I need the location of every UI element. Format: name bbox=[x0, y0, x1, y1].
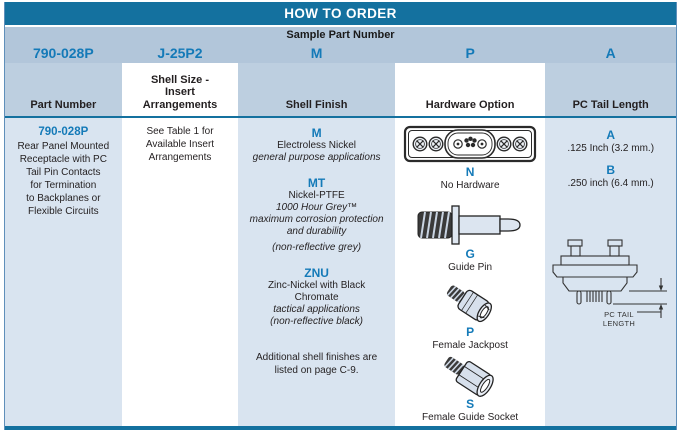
hardware-code: S bbox=[466, 397, 475, 411]
part-description-line: to Backplanes or bbox=[26, 193, 101, 204]
finish-code: M bbox=[311, 126, 322, 140]
sample-value-part-number: 790-028P bbox=[32, 45, 94, 61]
shell-size-note-line: Available Insert bbox=[145, 139, 215, 150]
part-description-line: Flexible Circuits bbox=[28, 206, 99, 217]
hardware-code: G bbox=[465, 247, 475, 261]
finish-name: Chromate bbox=[294, 292, 339, 303]
cell-shell-finish bbox=[238, 118, 395, 426]
shell-size-note-line: See Table 1 for bbox=[146, 126, 214, 137]
header-part-number bbox=[5, 63, 122, 116]
finish-detail: maximum corrosion protection bbox=[249, 214, 384, 225]
part-description-line: for Termination bbox=[30, 180, 97, 191]
part-description-line: Rear Panel Mounted bbox=[17, 141, 110, 152]
header-hardware-option bbox=[395, 63, 546, 116]
hardware-option-s bbox=[395, 354, 546, 424]
how-to-order-table bbox=[4, 2, 677, 430]
header-shell-finish bbox=[238, 63, 395, 116]
header-label: PC Tail Length bbox=[572, 98, 649, 111]
hardware-code: P bbox=[466, 325, 475, 339]
finish-detail: (non-reflective black) bbox=[270, 316, 363, 327]
cell-shell-size bbox=[122, 118, 239, 426]
shell-finish-note-line: listed on page C-9. bbox=[274, 364, 359, 376]
shell-finish-option-mt bbox=[238, 176, 395, 254]
finish-detail: and durability bbox=[286, 226, 347, 237]
header-label: Shell Finish bbox=[285, 98, 348, 111]
sample-part-number-bar bbox=[5, 27, 676, 43]
pc-tail-code: B bbox=[606, 163, 616, 177]
pc-tail-code: A bbox=[606, 128, 616, 142]
hardware-name: No Hardware bbox=[440, 180, 500, 191]
finish-detail: 1000 Hour Grey™ bbox=[276, 202, 358, 213]
header-label-line: Arrangements bbox=[142, 98, 218, 111]
table-title-bar bbox=[5, 2, 676, 25]
finish-name: Electroless Nickel bbox=[277, 140, 357, 151]
hardware-option-n bbox=[395, 122, 546, 192]
finish-name: Nickel-PTFE bbox=[288, 190, 345, 201]
sample-value-shell-size: J-25P2 bbox=[157, 45, 203, 61]
sample-value-shell-finish: M bbox=[310, 45, 323, 61]
female-guide-socket-icon bbox=[441, 354, 499, 398]
finish-detail: general purpose applications bbox=[252, 152, 381, 163]
dsub-connector-face-icon bbox=[403, 122, 537, 166]
finish-detail: tactical applications bbox=[273, 304, 360, 315]
hardware-name: Female Guide Socket bbox=[422, 412, 519, 423]
header-label-line: Shell Size - bbox=[150, 73, 210, 86]
shell-finish-option-znu bbox=[238, 266, 395, 328]
cell-part-number bbox=[5, 118, 122, 426]
finish-code: MT bbox=[307, 176, 326, 190]
pc-tail-value: .250 inch (6.4 mm.) bbox=[567, 178, 654, 189]
hardware-name: Guide Pin bbox=[448, 262, 493, 273]
table-body-row bbox=[5, 118, 676, 426]
finish-detail: (non-reflective grey) bbox=[272, 242, 362, 253]
hardware-name: Female Jackpost bbox=[432, 340, 508, 351]
hardware-code: N bbox=[465, 165, 475, 179]
finish-code: ZNU bbox=[304, 266, 329, 280]
shell-size-note-line: Arrangements bbox=[148, 152, 212, 163]
part-description-line: Receptacle with PC bbox=[19, 154, 107, 165]
header-label-line: Insert bbox=[165, 86, 195, 98]
cell-pc-tail-length bbox=[545, 118, 676, 426]
pc-tail-option-b bbox=[545, 163, 676, 190]
shell-finish-option-m bbox=[238, 126, 395, 164]
guide-pin-icon bbox=[416, 202, 524, 248]
sample-value-pc-tail: A bbox=[605, 45, 616, 61]
finish-name: Zinc-Nickel with Black bbox=[267, 280, 366, 291]
header-label: Part Number bbox=[30, 98, 97, 111]
part-number-code: 790-028P bbox=[38, 126, 89, 138]
hardware-option-p bbox=[395, 280, 546, 352]
column-header-row bbox=[5, 63, 676, 118]
female-jackpost-icon bbox=[443, 280, 497, 326]
shell-finish-note bbox=[238, 352, 395, 377]
pc-tail-diagram-label-line: LENGTH bbox=[602, 319, 635, 328]
part-description-line: Tail Pin Contacts bbox=[26, 167, 101, 178]
sample-value-hardware: P bbox=[465, 45, 475, 61]
header-label: Hardware Option bbox=[425, 98, 515, 111]
table-bottom-bar bbox=[5, 426, 676, 430]
pc-tail-option-a bbox=[545, 128, 676, 155]
page-title: HOW TO ORDER bbox=[284, 6, 397, 21]
pc-tail-diagram bbox=[545, 236, 676, 335]
hardware-option-g bbox=[395, 202, 546, 274]
sample-values-row bbox=[5, 43, 676, 63]
pc-tail-diagram-label-line: PC TAIL bbox=[603, 310, 634, 319]
cell-hardware-option bbox=[395, 118, 546, 426]
pc-tail-value: .125 Inch (3.2 mm.) bbox=[567, 143, 655, 154]
header-shell-size bbox=[122, 63, 239, 116]
sample-part-number-label: Sample Part Number bbox=[286, 29, 395, 41]
shell-finish-note-line: Additional shell finishes are bbox=[255, 352, 378, 363]
header-pc-tail-length bbox=[545, 63, 676, 116]
